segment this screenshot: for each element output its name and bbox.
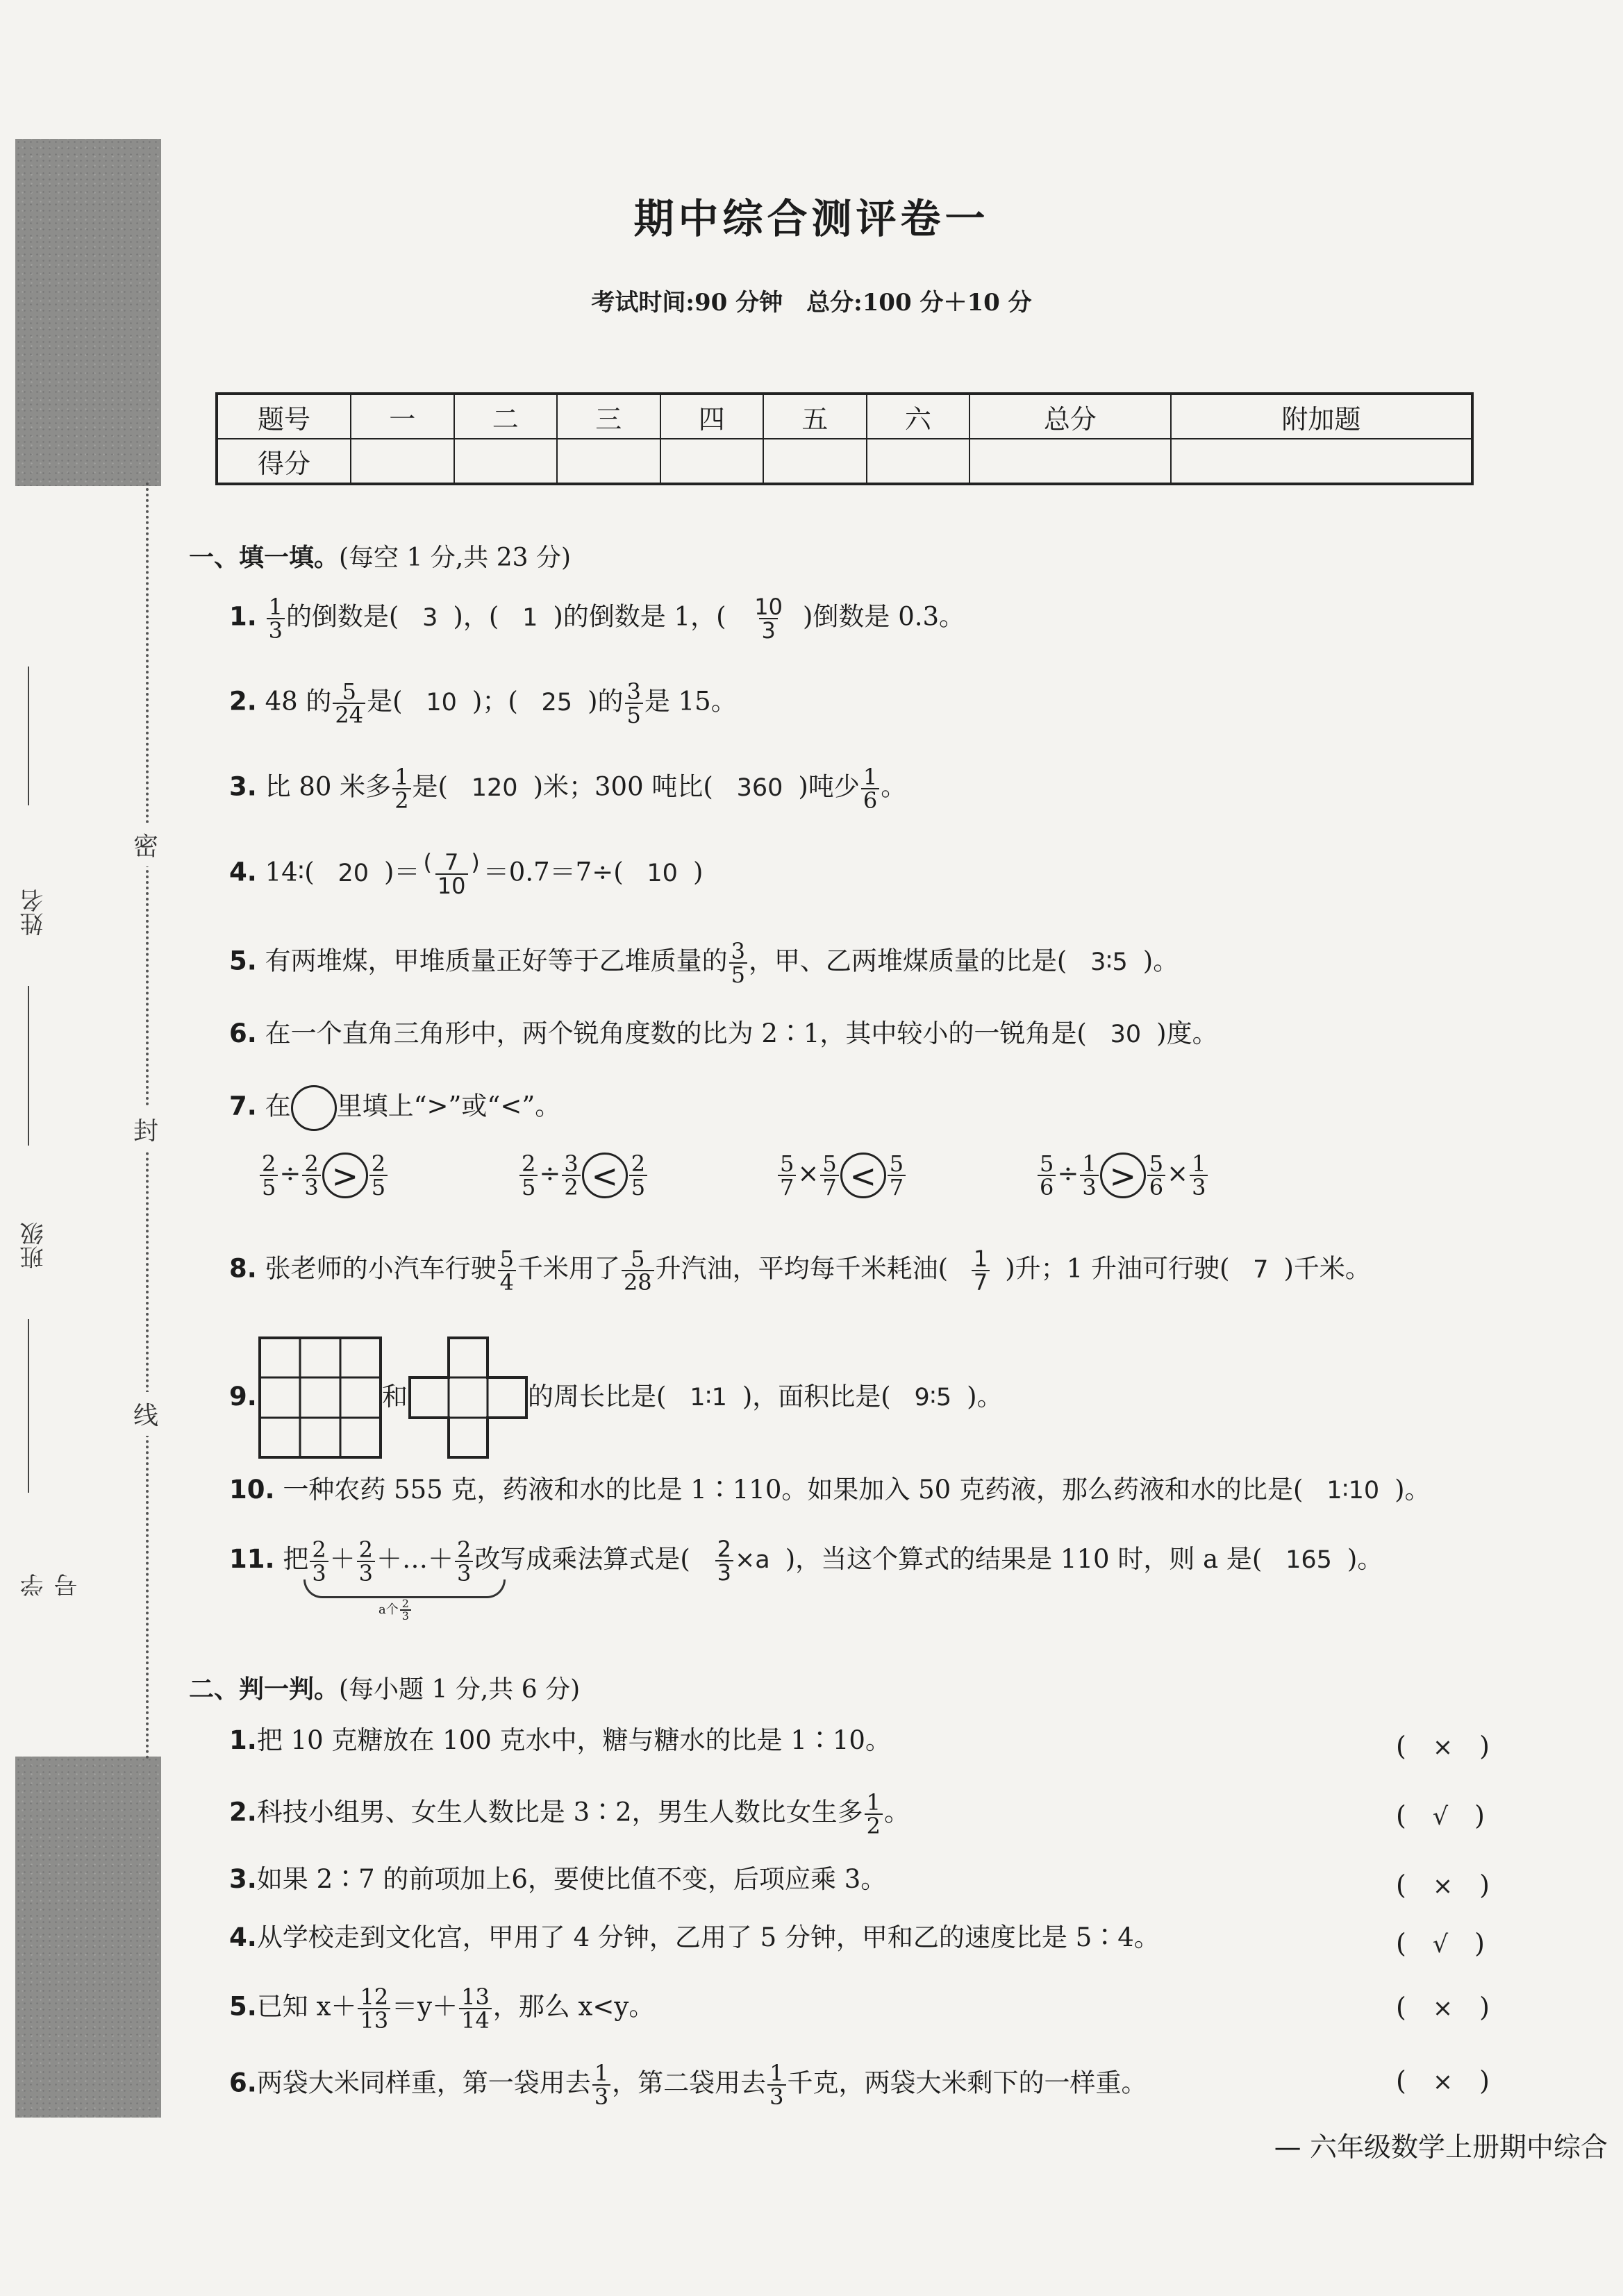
answer: 165 bbox=[1285, 1546, 1332, 1574]
score-cell[interactable] bbox=[454, 439, 558, 484]
score-header-cell: 附加题 bbox=[1171, 394, 1472, 439]
q-text: 一种农药 555 克，药液和水的比是 1∶110。如果加入 50 克药液，那么药液和水的比是( bbox=[283, 1475, 1304, 1505]
fraction: $\frac{5}{7}$ bbox=[888, 1153, 906, 1198]
answer: 30 bbox=[1110, 1021, 1142, 1048]
q-text: )的 bbox=[588, 686, 624, 717]
fraction: $\frac{2}{3}$ bbox=[302, 1153, 320, 1198]
judge-answer-2: ( √ ) bbox=[1396, 1800, 1485, 1831]
answer: 25 bbox=[541, 688, 573, 717]
q-num: 1. bbox=[229, 601, 257, 632]
answer: 120 bbox=[471, 773, 518, 802]
name-field-line bbox=[28, 667, 29, 805]
question-8 bbox=[229, 1246, 1371, 1296]
compare-circle: < bbox=[840, 1153, 886, 1198]
q-num: 11. bbox=[229, 1544, 275, 1574]
q-text: 升汽油，平均每千米耗油( bbox=[655, 1253, 949, 1284]
q-text: ＝y＋ bbox=[392, 1991, 458, 2022]
section2-title bbox=[189, 1670, 580, 1705]
q-num: 8. bbox=[229, 1253, 257, 1284]
score-cell[interactable] bbox=[557, 439, 660, 484]
fraction: $\frac{1}{3}$ bbox=[592, 2062, 610, 2108]
q-text: 在 bbox=[265, 1091, 291, 1121]
compare-item-2 bbox=[518, 1150, 649, 1200]
q-text: ＝0.7＝7÷( bbox=[483, 857, 624, 887]
q-text: )。 bbox=[1142, 946, 1179, 976]
fraction: $\frac{1}{3}$ bbox=[267, 596, 285, 642]
operator: ÷ bbox=[279, 1158, 301, 1189]
score-cell[interactable] bbox=[351, 439, 454, 484]
q-text: 比 80 米多 bbox=[265, 771, 392, 802]
q-num: 10. bbox=[229, 1475, 275, 1505]
cross-shape-figure bbox=[408, 1336, 528, 1459]
q-text: )，当这个算式的结果是 110 时，则 a 是( bbox=[785, 1544, 1263, 1574]
fraction: $\frac{13}{14}$ bbox=[459, 1986, 492, 2031]
answer: 10 bbox=[647, 859, 678, 887]
answer: 1∶1 bbox=[690, 1384, 727, 1411]
q-num: 3. bbox=[229, 1864, 257, 1894]
question-1 bbox=[229, 596, 965, 642]
section2-note: (每小题 1 分,共 6 分) bbox=[339, 1675, 581, 1704]
operator: ÷ bbox=[1057, 1158, 1079, 1189]
q-text: 在一个直角三角形中，两个锐角度数的比为 2∶1，其中较小的一锐角是( bbox=[265, 1019, 1087, 1048]
judge-answer-1: ( × ) bbox=[1396, 1731, 1490, 1761]
answer: 10 bbox=[426, 688, 457, 717]
q-text: 里填上“>”或“<”。 bbox=[336, 1091, 561, 1121]
section2-heading: 二、判一判。 bbox=[189, 1675, 340, 1704]
q-text: 两袋大米同样重，第一袋用去 bbox=[256, 2068, 591, 2098]
name-field-label: 姓名 bbox=[20, 889, 48, 936]
question-9 bbox=[229, 1384, 257, 1409]
fraction: $\frac{1}{3}$ bbox=[1190, 1153, 1208, 1198]
q-text: )的倒数是 1，( bbox=[553, 601, 726, 632]
underbrace-label: a个 $\frac{2}{3}$ bbox=[378, 1598, 413, 1622]
score-table bbox=[215, 392, 1474, 485]
name-field-line-2 bbox=[28, 986, 29, 1146]
judge-answer-3: ( × ) bbox=[1396, 1870, 1490, 1900]
fraction: $\frac{1}{2}$ bbox=[865, 1791, 883, 1837]
q-text: 从学校走到文化宫，甲用了 4 分钟，乙用了 5 分钟，甲和乙的速度比是 5∶4。 bbox=[256, 1922, 1160, 1952]
score-table-header-row bbox=[217, 394, 1472, 439]
class-field-line bbox=[28, 1319, 29, 1493]
q-text: ，甲、乙两堆煤质量的比是( bbox=[748, 946, 1067, 976]
q-text: )，( bbox=[453, 601, 499, 632]
q-text: 。 bbox=[884, 1797, 910, 1827]
q-text: )倒数是 0.3。 bbox=[803, 601, 965, 632]
question-10 bbox=[229, 1477, 1431, 1503]
compare-item-4 bbox=[1036, 1150, 1209, 1200]
judge-item-1 bbox=[229, 1727, 891, 1753]
answer: 7 bbox=[1253, 1255, 1269, 1284]
fraction: $\frac{3}{5}$ bbox=[729, 940, 747, 986]
answer-expression: $\frac{2}{3}$ ×a bbox=[714, 1546, 770, 1574]
grid-3x3-figure bbox=[258, 1336, 382, 1459]
binding-shade-bottom bbox=[15, 1757, 161, 2118]
fraction: $\frac{12}{13}$ bbox=[358, 1986, 390, 2031]
q-text: 和 bbox=[382, 1382, 408, 1411]
operator: × bbox=[797, 1158, 819, 1189]
fraction: $\frac{1}{3}$ bbox=[767, 2062, 785, 2108]
score-header-cell: 五 bbox=[763, 394, 867, 439]
q-text: 张老师的小汽车行驶 bbox=[265, 1253, 497, 1284]
q-text: )度。 bbox=[1156, 1019, 1218, 1048]
q-text: )吨少 bbox=[798, 771, 860, 802]
q-text: ，第二袋用去 bbox=[612, 2068, 767, 2098]
fraction: $\frac{2}{5}$ bbox=[260, 1153, 278, 1198]
q-text: )。 bbox=[1395, 1475, 1431, 1505]
fraction: $\frac{5}{7}$ bbox=[778, 1153, 796, 1198]
judge-answer-6: ( × ) bbox=[1396, 2065, 1490, 2096]
student-id-label: 学号 bbox=[20, 1573, 82, 1597]
q-num: 4. bbox=[229, 857, 257, 887]
q-num: 6. bbox=[229, 1019, 257, 1048]
seal-char-mi: 密 bbox=[133, 823, 158, 866]
q-text: 14∶( bbox=[265, 857, 315, 887]
q-text: 的倒数是( bbox=[285, 601, 399, 632]
q-num: 2. bbox=[229, 1797, 257, 1827]
seal-char-xian: 线 bbox=[133, 1392, 158, 1436]
q-text: 是( bbox=[412, 771, 448, 802]
answer-fraction: $\frac{10}{3}$ bbox=[754, 594, 783, 644]
fraction: $\frac{2}{3}$ bbox=[455, 1539, 473, 1584]
question-6 bbox=[229, 1021, 1218, 1047]
q-text: 千克，两袋大米剩下的一样重。 bbox=[787, 2068, 1147, 2098]
answer-numerator: ( 7 ) bbox=[423, 849, 480, 875]
score-header-cell: 二 bbox=[454, 394, 558, 439]
score-cell[interactable] bbox=[660, 439, 764, 484]
score-header-cell: 六 bbox=[867, 394, 970, 439]
section1-note: (每空 1 分,共 23 分) bbox=[339, 544, 572, 572]
score-header-cell: 一 bbox=[351, 394, 454, 439]
fraction: $\frac{5}{6}$ bbox=[1147, 1153, 1165, 1198]
judge-item-4 bbox=[229, 1922, 1160, 1952]
q-text: 把 bbox=[283, 1544, 309, 1574]
judge-item-6 bbox=[229, 2062, 1147, 2108]
compare-circle: > bbox=[322, 1153, 368, 1198]
q-text: )；( bbox=[472, 686, 518, 717]
fraction: $\frac{2}{3}$ bbox=[357, 1539, 375, 1584]
underbrace bbox=[303, 1579, 506, 1598]
class-field-label: 班级 bbox=[20, 1222, 48, 1269]
q-num: 6. bbox=[229, 2068, 257, 2098]
q-num: 2. bbox=[229, 686, 257, 717]
operator: ÷ bbox=[539, 1158, 561, 1189]
seal-char-feng: 封 bbox=[133, 1107, 158, 1151]
judge-item-3 bbox=[229, 1866, 886, 1892]
question-4 bbox=[229, 851, 703, 897]
q-text: ) bbox=[692, 857, 704, 887]
q-text: 改写成乘法算式是( bbox=[474, 1544, 690, 1574]
judge-answer-5: ( × ) bbox=[1396, 1992, 1490, 2022]
fraction: $\frac{5}{4}$ bbox=[498, 1248, 516, 1293]
q-text: 如果 2∶7 的前项加上6，要使比值不变，后项应乘 3。 bbox=[256, 1864, 887, 1894]
fraction: $\frac{2}{5}$ bbox=[519, 1153, 538, 1198]
score-header-cell: 四 bbox=[660, 394, 764, 439]
answer: 1∶10 bbox=[1326, 1477, 1380, 1505]
section1-title bbox=[189, 538, 571, 573]
question-2 bbox=[229, 680, 737, 726]
fraction: $\frac{2}{3}$ bbox=[310, 1539, 328, 1584]
q-text: )升；1 升油可行驶( bbox=[1005, 1253, 1230, 1284]
q-num: 9. bbox=[229, 1382, 257, 1411]
score-cell[interactable] bbox=[969, 439, 1171, 484]
compare-circle: < bbox=[582, 1153, 628, 1198]
judge-item-2 bbox=[229, 1791, 910, 1837]
answer: 1 bbox=[522, 603, 538, 632]
q-text: )。 bbox=[1347, 1544, 1383, 1574]
question-3 bbox=[229, 766, 906, 812]
q-text: 把 10 克糖放在 100 克水中，糖与糖水的比是 1∶10。 bbox=[256, 1725, 891, 1755]
page-footer: — 六年级数学上册期中综合 bbox=[1274, 2132, 1608, 2163]
q-text: 是( bbox=[367, 686, 403, 717]
fraction: $\frac{5}{7}$ bbox=[820, 1153, 838, 1198]
q-text: )＝ bbox=[384, 857, 420, 887]
fraction: $\frac{2}{5}$ bbox=[369, 1153, 388, 1198]
score-cell[interactable] bbox=[763, 439, 867, 484]
score-header-cell: 题号 bbox=[217, 394, 351, 439]
compare-item-1 bbox=[258, 1150, 389, 1200]
score-header-cell: 总分 bbox=[969, 394, 1171, 439]
q-text: 有两堆煤，甲堆质量正好等于乙堆质量的 bbox=[265, 946, 728, 976]
score-header-cell: 三 bbox=[557, 394, 660, 439]
q-text: )。 bbox=[967, 1382, 1003, 1411]
question-11: 11. 把 $\frac{2}{3}$ ＋ $\frac{2}{3}$ ＋…＋ $\frac{2}{3}$ 改写成乘法算式是( $\frac{2}{3}$ ×a )，当这个算式的结果是 110 时，则 a 是( 165 )。 bbox=[229, 1536, 1383, 1586]
q-text: 的周长比是( bbox=[528, 1382, 667, 1411]
q-num: 5. bbox=[229, 946, 257, 976]
q-text: 科技小组男、女生人数比是 3∶2，男生人数比女生多 bbox=[256, 1797, 863, 1827]
answer: 3∶5 bbox=[1090, 948, 1128, 976]
answer: 20 bbox=[338, 859, 369, 887]
fraction: $\frac{1}{3}$ bbox=[1080, 1153, 1098, 1198]
q-text: )米；300 吨比( bbox=[533, 771, 713, 802]
answer: 360 bbox=[736, 773, 783, 802]
judge-item-5 bbox=[229, 1984, 655, 2034]
fraction: $\frac{5}{28}$ bbox=[622, 1248, 654, 1293]
answer-fraction: $\frac{( 7 )}{10}$ bbox=[421, 851, 481, 897]
q-num: 5. bbox=[229, 1991, 257, 2022]
q-text: )，面积比是( bbox=[742, 1382, 891, 1411]
q-text: 已知 x＋ bbox=[256, 1991, 357, 2022]
exam-info: 考试时间:90 分钟 总分:100 分＋10 分 bbox=[591, 289, 1032, 317]
q-text: )千米。 bbox=[1283, 1253, 1371, 1284]
fraction: $\frac{2}{5}$ bbox=[629, 1153, 647, 1198]
fraction: $\frac{3}{5}$ bbox=[625, 680, 643, 726]
q-num: 7. bbox=[229, 1091, 257, 1121]
score-cell[interactable] bbox=[1171, 439, 1472, 484]
q-text: 。 bbox=[881, 771, 907, 802]
q-text: 48 的 bbox=[265, 686, 332, 717]
answer-fraction: $\frac{1}{7}$ bbox=[972, 1248, 990, 1293]
fraction: $\frac{5}{6}$ bbox=[1038, 1153, 1056, 1198]
q-text: ，那么 x<y。 bbox=[492, 1991, 655, 2022]
q-num: 1. bbox=[229, 1725, 257, 1755]
q-num: 3. bbox=[229, 771, 257, 802]
q-text: 千米用了 bbox=[517, 1253, 620, 1284]
section1-heading: 一、填一填。 bbox=[189, 544, 340, 572]
question-7 bbox=[229, 1085, 560, 1131]
answer: 9∶5 bbox=[914, 1384, 952, 1411]
judge-answer-4: ( √ ) bbox=[1396, 1928, 1485, 1959]
q-text: 是 15。 bbox=[644, 686, 737, 717]
question-9-and bbox=[382, 1384, 408, 1409]
operator: × bbox=[1167, 1158, 1189, 1189]
fraction: $\frac{1}{2}$ bbox=[392, 766, 410, 812]
score-cell[interactable] bbox=[867, 439, 970, 484]
fraction: $\frac{5}{24}$ bbox=[333, 680, 365, 726]
score-table-score-row bbox=[217, 439, 1472, 484]
compare-circle: > bbox=[1100, 1153, 1146, 1198]
score-row-label: 得分 bbox=[217, 439, 351, 484]
fraction: $\frac{3}{2}$ bbox=[562, 1153, 580, 1198]
q-num: 4. bbox=[229, 1922, 257, 1952]
compare-item-3 bbox=[776, 1150, 907, 1200]
answer: 3 bbox=[422, 603, 438, 632]
question-9-rest bbox=[528, 1384, 1003, 1410]
blank-circle-icon bbox=[291, 1085, 337, 1131]
page-title: 期中综合测评卷一 bbox=[633, 195, 990, 242]
question-5 bbox=[229, 940, 1179, 986]
fraction: $\frac{1}{6}$ bbox=[861, 766, 879, 812]
